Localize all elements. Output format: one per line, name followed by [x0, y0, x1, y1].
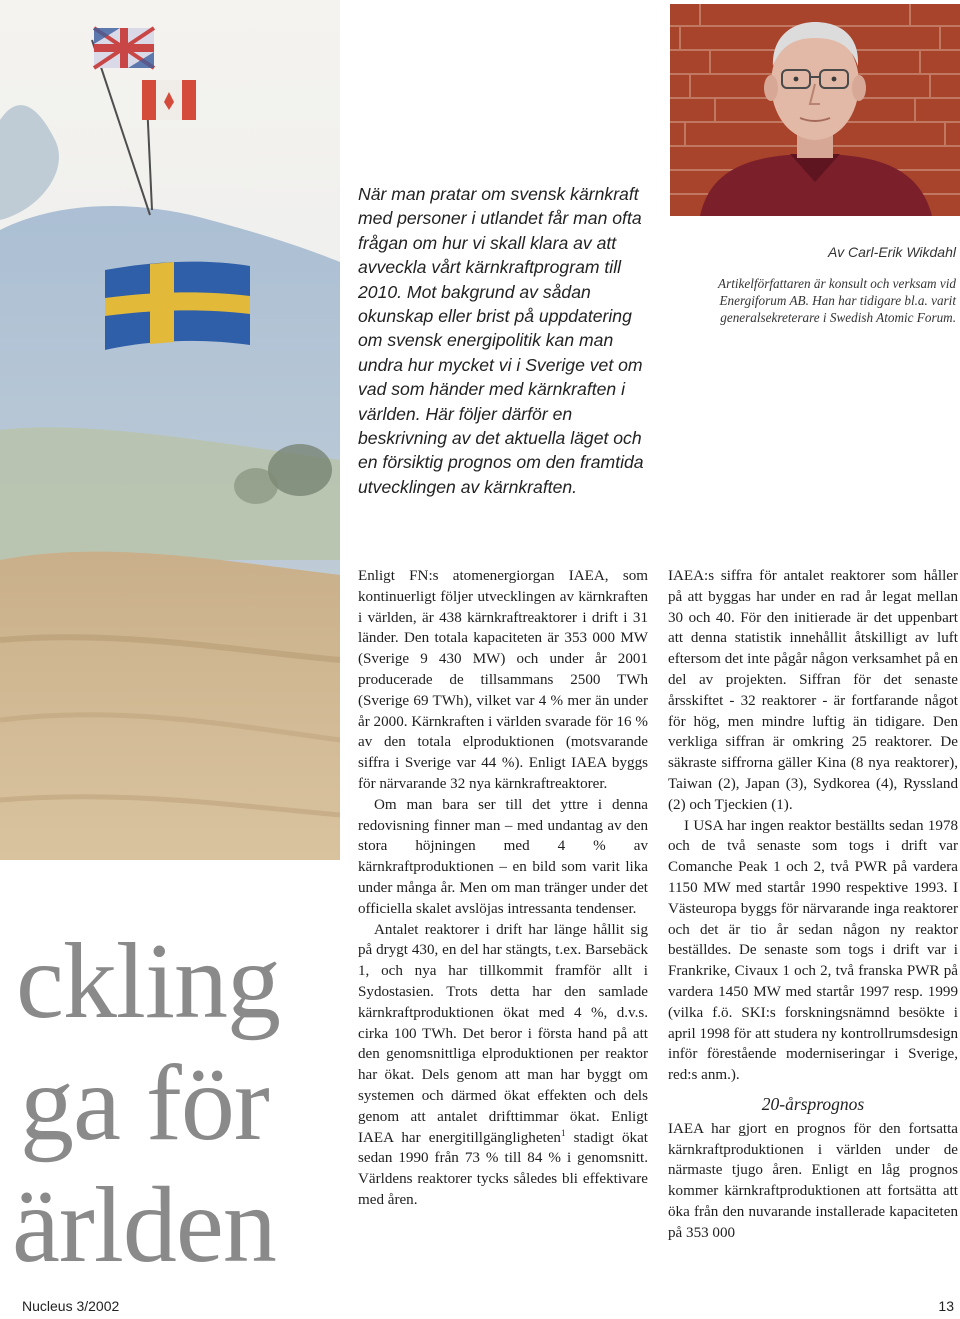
page-number: 13 [938, 1298, 954, 1314]
publication-name: Nucleus 3/2002 [22, 1298, 120, 1314]
body-paragraph: IAEA:s siffra för antalet reaktorer som håller på att byggas har under en rad år legat mellan 30 och 40. För den initierade är det uppenbart att denna statistik innehållit åtskilligt av luft eftersom det inte pågår någon verksamhet på en del av projekten. Siffran för det senaste årsskiftet - 32 reaktorer - är fortfarande något för hög, men mindre luftig än tidigare. Den verkliga siffran är omkring 25 reaktorer. De säkraste siffrorna gäller Kina (8 nya reaktorer), Taiwan (2), Japan (3), Sydkorea (4), Ryssland (2) och Tjeckien (1). [668, 568, 958, 813]
body-column-right [668, 566, 958, 1244]
body-paragraph: Enligt FN:s atomenergiorgan IAEA, som kontinuerligt följer utvecklingen av kärnkraften i världen, är 438 kärnkraftreaktorer i drift i 31 länder. Den totala kapaciteten är 353 000 MW (Sverige 9 430 MW) och under år 2001 producerade de tillsammans 2500 TWh (Sverige 69 TWh), vilket var 4 % mer än under år 2000. Kärnkraften i världen svarade för 16 % av den totala elproduktionen (motsvarande siffra i Sverige var 44 %). Enligt IAEA byggs för närvarande 32 nya kärnkraftreaktorer. [358, 568, 648, 792]
footnote-marker: 1 [560, 1127, 566, 1138]
swedish-flag [105, 262, 250, 350]
body-text: Antalet reaktorer i drift har länge hållit sig på drygt 430, en del har stängts, t.ex. Barsebäck 1, och nya har tillkommit framför allt i Sydostasien. Trots detta har den samlade kärnkraftproduktionen ökat med 4 %, d.v.s. cirka 100 TWh. Det beror i första hand på att den genomsnittliga elproduktionen per reaktor har ökat. Dels genom att man har byggt om systemen och därmed ökat effekten och dels genom att antalet drifttimmar ökat. Enligt IAEA har energitillgängligheten [358, 921, 648, 1146]
body-text: stadigt ökat sedan 1990 från 73 % till 84 % i genomsnitt. Världens reaktorer tycks således bli effektivare med åren. [358, 1129, 648, 1208]
headline-fragments [0, 900, 340, 1280]
headline-fragment-1: ckling [16, 922, 280, 1041]
lead-paragraph: När man pratar om svensk kärnkraft med personer i utlandet får man ofta frågan om hur vi skall klara av att avveckla vårt kärnkraftprogram till 2010. Mot bakgrund av sådan okunskap eller brist på uppdatering om svensk energipolitik kan man undra hur mycket vi i Sverige vet om vad som händer med kärnkraften i världen. Här följer därför en beskrivning av det aktuella läget och en försiktig prognos om den framtida utvecklingen av kärnkraften. [358, 184, 644, 497]
body-paragraph [358, 920, 648, 1211]
body-paragraph: I USA har ingen reaktor beställts sedan 1978 och de två senaste som togs i drift var Comanche Peak 1 och 2, två PWR på vardera 1150 MW med startår 1990 respektive 1993. I Västeuropa byggs för närvarande inga reaktorer och det är tio år sedan någon ny reaktor beställdes. De senaste som togs i drift var i Frankrike, Civaux 1 och 2, två franska PWR på vardera 1450 MW med startår 1997 resp. 1999 (vilka f.ö. SKI:s forskningsnämnd besökte i april 1998 för att studera ny kontrollrumsdesign inför förestående moderniseringar i Sverige, red:s anm.). [668, 817, 958, 1084]
body-paragraph: Om man bara ser till det yttre i denna redovisning finner man – med undantag av den stora höjningen med 4 % av kärnkraftproduktionen – en bild som varit lika under många år. Men om man tränger under det officiella skalet avslöjas intressanta tendenser. [358, 796, 648, 917]
headline-fragment-2: ga för [20, 1044, 269, 1163]
section-heading: 20-årsprognos [761, 1093, 865, 1114]
byline: Av Carl-Erik Wikdahl [828, 244, 956, 260]
author-bio: Artikelförfattaren är konsult och verksam vid Energiforum AB. Han har tidigare bl.a. varit generalsekreterare i Swedish Atomic Forum. [718, 276, 956, 325]
headline-fragment-3: ärlden [12, 1166, 276, 1280]
watercolor-illustration [0, 0, 340, 860]
body-paragraph: IAEA har gjort en prognos för den fortsatta kärnkraftproduktionen i världen under de närmaste tjugo åren. Enligt en låg prognos kommer kärnkraftproduktionen att fortsätta att öka från den nuvarande installerade kapaciteten på 353 000 [668, 1120, 958, 1241]
body-column-middle [358, 566, 648, 1211]
author-photo [670, 4, 960, 216]
